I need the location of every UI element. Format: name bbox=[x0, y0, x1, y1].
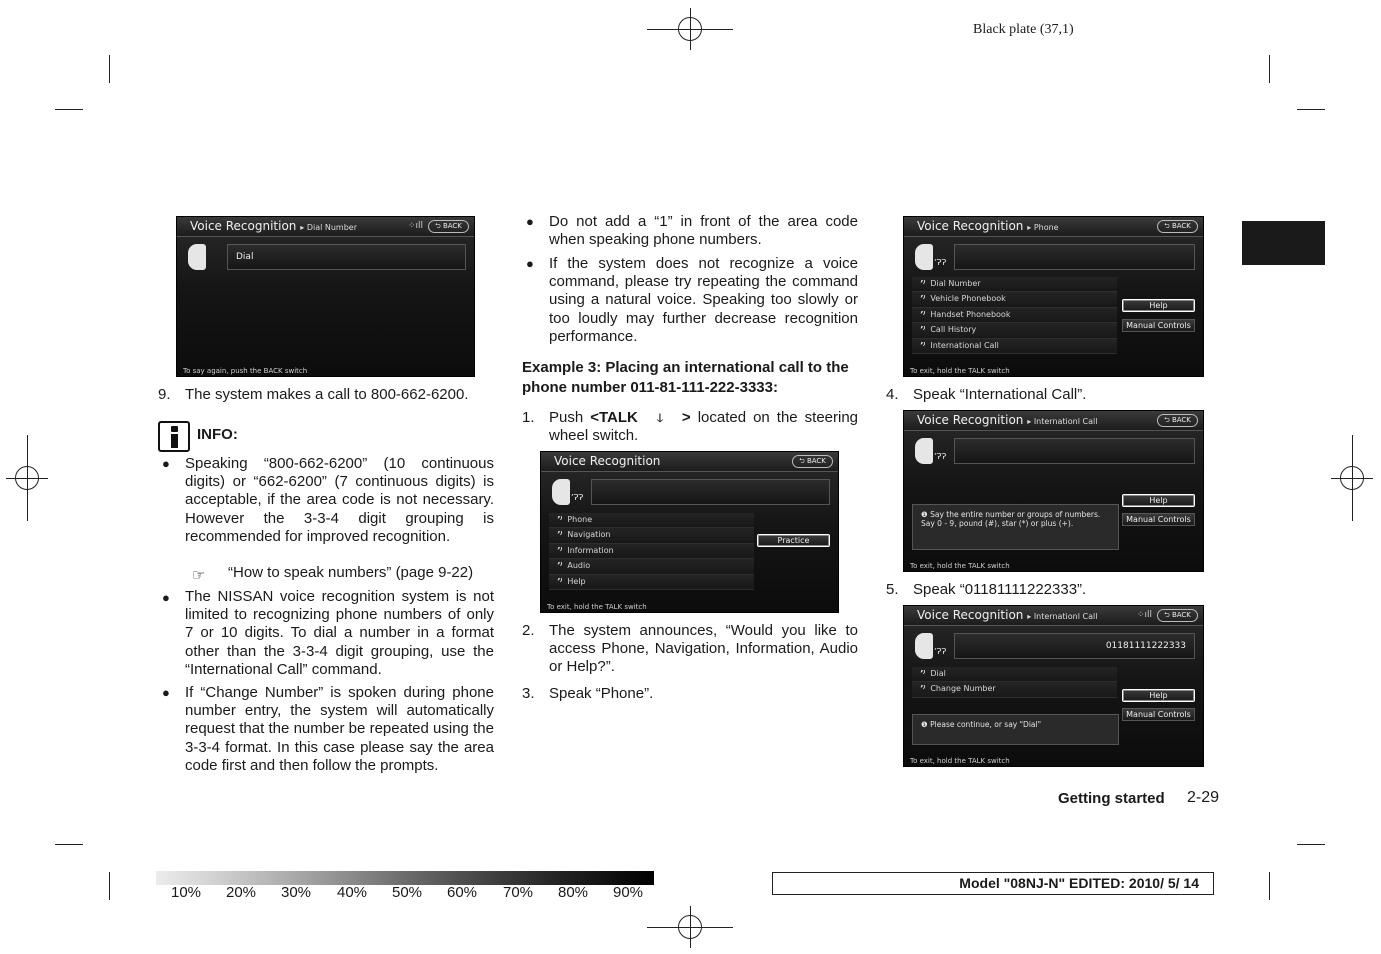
screen-footer: To exit, hold the TALK switch bbox=[910, 757, 1010, 765]
step-number: 3. bbox=[522, 685, 535, 702]
menu-item-call-history[interactable]: ʼ⁾ Call History bbox=[912, 323, 1117, 338]
input-field bbox=[591, 479, 830, 505]
plate-label: Black plate (37,1) bbox=[973, 22, 1074, 37]
voice-head-icon bbox=[188, 244, 214, 274]
back-button[interactable]: ⮌ BACK bbox=[792, 455, 833, 468]
tone-scale-label: 30% bbox=[281, 884, 312, 901]
menu-item-dial[interactable]: ʼ⁾ Dial bbox=[912, 667, 1117, 682]
reference-icon: ☞ bbox=[192, 567, 206, 584]
menu-item-international-call[interactable]: ʼ⁾ International Call bbox=[912, 339, 1117, 354]
back-button[interactable]: ⮌ BACK bbox=[1157, 609, 1198, 622]
practice-button[interactable]: Practice bbox=[757, 534, 830, 547]
step-text: Speak “Phone”. bbox=[549, 685, 654, 702]
note-bullet: Do not add a “1” in front of the area code when speaking phone numbers. bbox=[549, 213, 858, 249]
registration-mark-top bbox=[669, 8, 711, 50]
menu-list bbox=[912, 667, 1117, 698]
signal-icon: ⁘ıll bbox=[407, 221, 423, 231]
info-bullet: The NISSAN voice recognition system is not limited to recognizing phone numbers of only 7 or 10 digits. To dial a number in a format other than the 3-3-4 digit grouping, use the “International Call” command. bbox=[185, 588, 494, 678]
screen-voice-recognition-main bbox=[540, 451, 839, 613]
tone-scale-label: 80% bbox=[558, 884, 589, 901]
step-text: Speak “01181111222333”. bbox=[913, 581, 1087, 598]
step-text: The system makes a call to 800-662-6200. bbox=[185, 386, 469, 403]
input-field bbox=[954, 438, 1195, 464]
screen-title: Voice Recognition bbox=[554, 454, 661, 468]
screen-title: Voice Recognition bbox=[917, 608, 1024, 622]
bullet-dot: ● bbox=[526, 256, 534, 271]
info-icon bbox=[158, 421, 190, 452]
screen-footer: To say again, push the BACK switch bbox=[183, 367, 308, 375]
manual-controls-button[interactable]: Manual Controls bbox=[1122, 708, 1195, 721]
tone-scale-label: 60% bbox=[447, 884, 478, 901]
screen-title: Voice Recognition bbox=[917, 413, 1024, 427]
menu-item-change-number[interactable]: ʼ⁾ Change Number bbox=[912, 682, 1117, 697]
menu-item-information[interactable]: ʼ⁾ Information bbox=[549, 544, 754, 559]
screen-dial-number bbox=[176, 216, 475, 377]
instruction-message: ❶ Please continue, or say "Dial" bbox=[912, 714, 1119, 745]
step-number: 4. bbox=[886, 386, 899, 403]
registration-mark-bottom bbox=[669, 906, 711, 948]
section-name: Getting started bbox=[1058, 790, 1165, 807]
back-button[interactable]: ⮌ BACK bbox=[1157, 220, 1198, 233]
screen-footer: To exit, hold the TALK switch bbox=[910, 562, 1010, 570]
model-edited-box: Model "08NJ-N" EDITED: 2010/ 5/ 14 bbox=[772, 872, 1214, 895]
crop-mark bbox=[1297, 109, 1325, 110]
menu-item-vehicle-phonebook[interactable]: ʼ⁾ Vehicle Phonebook bbox=[912, 292, 1117, 307]
number-field: 01181111222333 bbox=[954, 633, 1195, 659]
menu-item-audio[interactable]: ʼ⁾ Audio bbox=[549, 559, 754, 574]
talk-switch-icon: ↆ bbox=[656, 410, 664, 425]
menu-item-help[interactable]: ʼ⁾ Help bbox=[549, 575, 754, 590]
manual-controls-button[interactable]: Manual Controls bbox=[1122, 319, 1195, 332]
screen-footer: To exit, hold the TALK switch bbox=[547, 603, 647, 611]
step-number: 1. bbox=[522, 409, 535, 426]
step-text: The system announces, “Would you like to access Phone, Navigation, Information, Audio or Help?”. bbox=[549, 622, 858, 676]
info-circle-icon: ❶ bbox=[921, 510, 928, 519]
menu-item-phone[interactable]: ʼ⁾ Phone bbox=[549, 513, 754, 528]
voice-head-icon: ʼɁɁ bbox=[915, 633, 941, 663]
step-number: 2. bbox=[522, 622, 535, 639]
tone-scale-label: 90% bbox=[613, 884, 644, 901]
page-reference: “How to speak numbers” (page 9-22) bbox=[228, 564, 474, 581]
step-number: 9. bbox=[158, 386, 171, 403]
page-number: 2-29 bbox=[1187, 789, 1220, 806]
back-button[interactable]: ⮌ BACK bbox=[428, 220, 469, 233]
menu-item-handset-phonebook[interactable]: ʼ⁾ Handset Phonebook bbox=[912, 308, 1117, 323]
step-number: 5. bbox=[886, 581, 899, 598]
manual-controls-button[interactable]: Manual Controls bbox=[1122, 513, 1195, 526]
help-button[interactable]: Help bbox=[1122, 689, 1195, 702]
menu-item-navigation[interactable]: ʼ⁾ Navigation bbox=[549, 528, 754, 543]
crop-mark bbox=[1297, 844, 1325, 845]
back-button[interactable]: ⮌ BACK bbox=[1157, 414, 1198, 427]
bullet-dot: ● bbox=[162, 590, 170, 605]
voice-head-icon: ʼɁɁ bbox=[552, 479, 578, 509]
crop-mark bbox=[55, 109, 83, 110]
screen-phone bbox=[903, 216, 1204, 377]
tone-scale-label: 40% bbox=[337, 884, 368, 901]
tone-scale-label: 70% bbox=[503, 884, 534, 901]
registration-mark-right bbox=[1331, 457, 1373, 499]
example-heading: Example 3: Placing an international call to the phone number 011-81-111-222-3333: bbox=[522, 359, 849, 396]
crop-mark bbox=[109, 55, 110, 83]
tone-scale-label: 20% bbox=[226, 884, 257, 901]
info-bullet: Speaking “800-662-6200” (10 continuous digits) or “662-6200” (7 continuous digits) is acceptable, if the area code is not necessary. However the 3-3-4 digit grouping is recommended for improved recognition. bbox=[185, 455, 494, 545]
instruction-message: ❶ Say the entire number or groups of numbers. Say 0 - 9, pound (#), star (*) or plus (+). bbox=[912, 504, 1119, 550]
help-button[interactable]: Help bbox=[1122, 494, 1195, 507]
voice-head-icon: ʼɁɁ bbox=[915, 438, 941, 468]
crop-mark bbox=[55, 844, 83, 845]
step-text: Push <TALK ↆ > located on the steering wheel switch. bbox=[549, 409, 859, 445]
tone-scale-label: 50% bbox=[392, 884, 423, 901]
registration-mark-left bbox=[6, 457, 48, 499]
screen-title: Voice Recognition bbox=[190, 219, 297, 233]
bullet-dot: ● bbox=[162, 456, 170, 471]
screen-international-call bbox=[903, 410, 1204, 572]
bullet-dot: ● bbox=[526, 214, 534, 229]
input-field bbox=[954, 244, 1195, 270]
tone-scale-label: 10% bbox=[171, 884, 202, 901]
step-text: Speak “International Call”. bbox=[913, 386, 1087, 403]
screen-international-call-number bbox=[903, 605, 1204, 767]
help-button[interactable]: Help bbox=[1122, 299, 1195, 312]
menu-list bbox=[912, 277, 1117, 354]
info-bullet: If “Change Number” is spoken during phone number entry, the system will automatically request that the number be repeated using the 3-3-4 format. In this case please say the area code first and then follow the prompts. bbox=[185, 684, 494, 774]
signal-icon: ⁘ıll bbox=[1136, 610, 1152, 620]
crop-mark bbox=[1269, 55, 1270, 83]
chapter-tab bbox=[1242, 221, 1325, 265]
note-bullet: If the system does not recognize a voice command, please try repeating the command using a natural voice. Speaking too slowly or too loudly may further decrease recognition performance. bbox=[549, 255, 858, 345]
tone-scale-bar bbox=[156, 871, 654, 885]
crop-mark bbox=[109, 872, 110, 900]
screen-subtitle: ▸ Internationl Call bbox=[1027, 612, 1098, 621]
info-label: INFO: bbox=[197, 426, 238, 443]
crop-mark bbox=[1269, 872, 1270, 900]
screen-subtitle: ▸ Internationl Call bbox=[1027, 417, 1098, 426]
screen-title: Voice Recognition bbox=[917, 219, 1024, 233]
screen-footer: To exit, hold the TALK switch bbox=[910, 367, 1010, 375]
bullet-dot: ● bbox=[162, 685, 170, 700]
dial-field: Dial bbox=[227, 244, 466, 270]
voice-head-icon: ʼɁɁ bbox=[915, 244, 941, 274]
menu-item-dial-number[interactable]: ʼ⁾ Dial Number bbox=[912, 277, 1117, 292]
info-circle-icon: ❶ bbox=[921, 720, 928, 729]
screen-subtitle: ▸ Dial Number bbox=[300, 223, 357, 232]
screen-subtitle: ▸ Phone bbox=[1027, 223, 1059, 232]
menu-list bbox=[549, 513, 754, 590]
